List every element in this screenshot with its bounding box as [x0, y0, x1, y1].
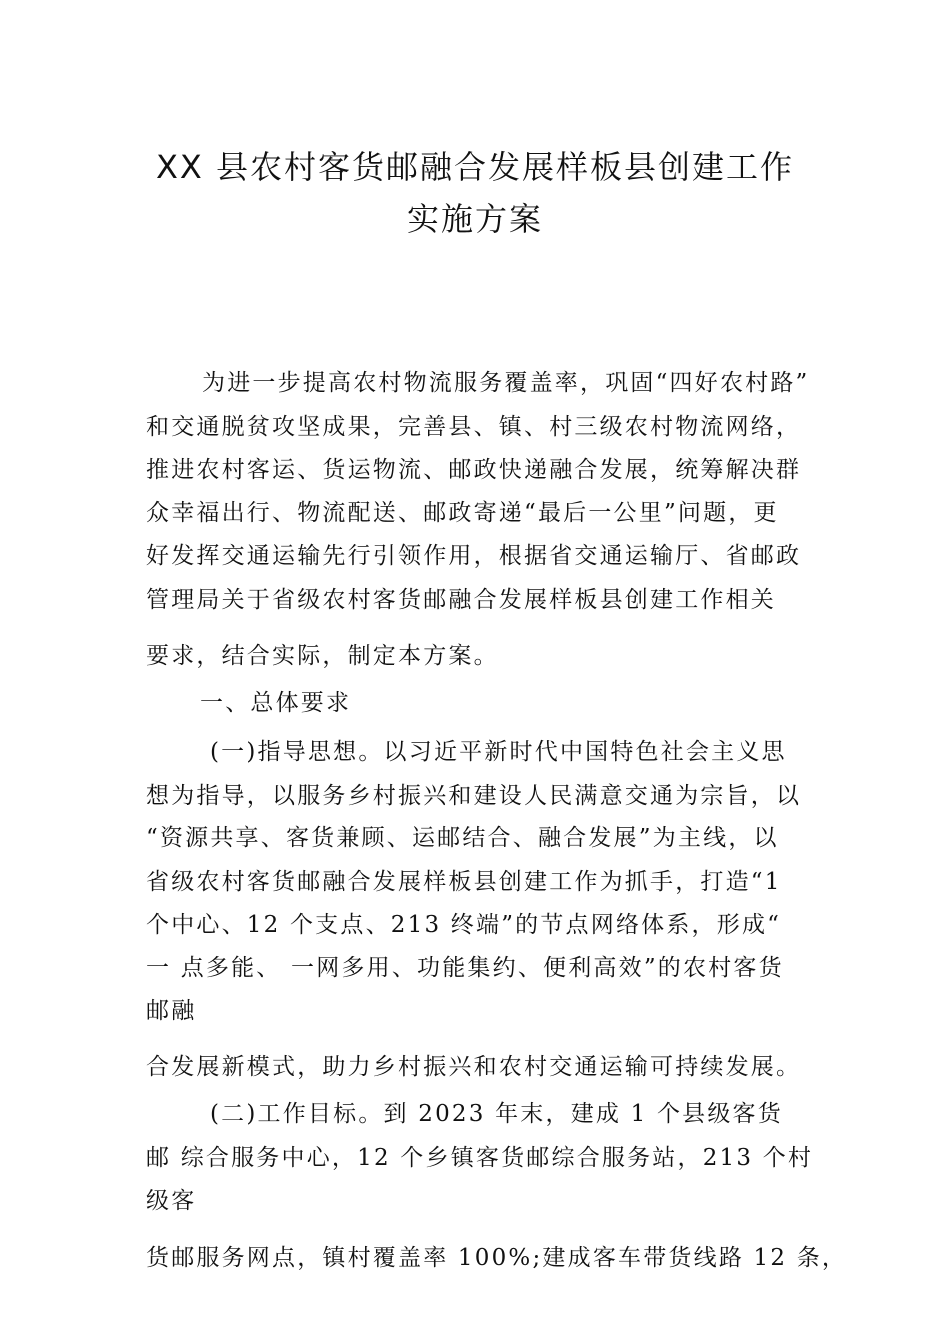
- body-line-11: “资源共享、客货兼顾、运邮结合、融合发展”为主线，以: [146, 825, 779, 851]
- body-line-20: 货邮服务网点，镇村覆盖率 100%;建成客车带货线路 12 条，: [146, 1245, 848, 1271]
- body-line-4: 众幸福出行、物流配送、邮政寄递“最后一公里”问题，更: [146, 500, 779, 526]
- body-line-guiding-thought: (一)指导思想。以习近平新时代中国特色社会主义思: [210, 739, 787, 765]
- body-line-19: 级客: [146, 1188, 197, 1214]
- document-title-line-2: 实施方案: [406, 200, 543, 238]
- body-line-10: 想为指导，以服务乡村振兴和建设人民满意交通为宗旨，以: [146, 783, 802, 809]
- body-line-5: 好发挥交通运输先行引领作用，根据省交通运输厅、省邮政: [146, 543, 802, 569]
- body-line-2: 和交通脱贫攻坚成果，完善县、镇、村三级农村物流网络，: [146, 414, 802, 440]
- body-line-work-goals: (二)工作目标。到 2023 年末，建成 1 个县级客货: [210, 1101, 783, 1127]
- body-line-15: 邮融: [146, 998, 197, 1024]
- body-line-13: 个中心、12 个支点、213 终端”的节点网络体系，形成“: [146, 912, 782, 938]
- body-line-18: 邮 综合服务中心，12 个乡镇客货邮综合服务站，213 个村: [146, 1145, 814, 1171]
- body-line-16: 合发展新模式，助力乡村振兴和农村交通运输可持续发展。: [146, 1054, 802, 1080]
- body-line-7: 要求，结合实际，制定本方案。: [146, 643, 499, 669]
- body-line-14: 一 点多能、 一网多用、功能集约、便利高效”的农村客货: [146, 955, 784, 981]
- body-line-12: 省级农村客货邮融合发展样板县创建工作为抓手，打造“1: [146, 869, 782, 895]
- body-line-6: 管理局关于省级农村客货邮融合发展样板县创建工作相关: [146, 587, 776, 613]
- document-title-line-1: XX 县农村客货邮融合发展样板县创建工作: [155, 148, 795, 186]
- section-heading-general-requirements: 一、总体要求: [200, 690, 352, 716]
- body-line-1: 为进一步提高农村物流服务覆盖率，巩固“四好农村路”: [202, 370, 810, 396]
- body-line-3: 推进农村客运、货运物流、邮政快递融合发展，统筹解决群: [146, 457, 802, 483]
